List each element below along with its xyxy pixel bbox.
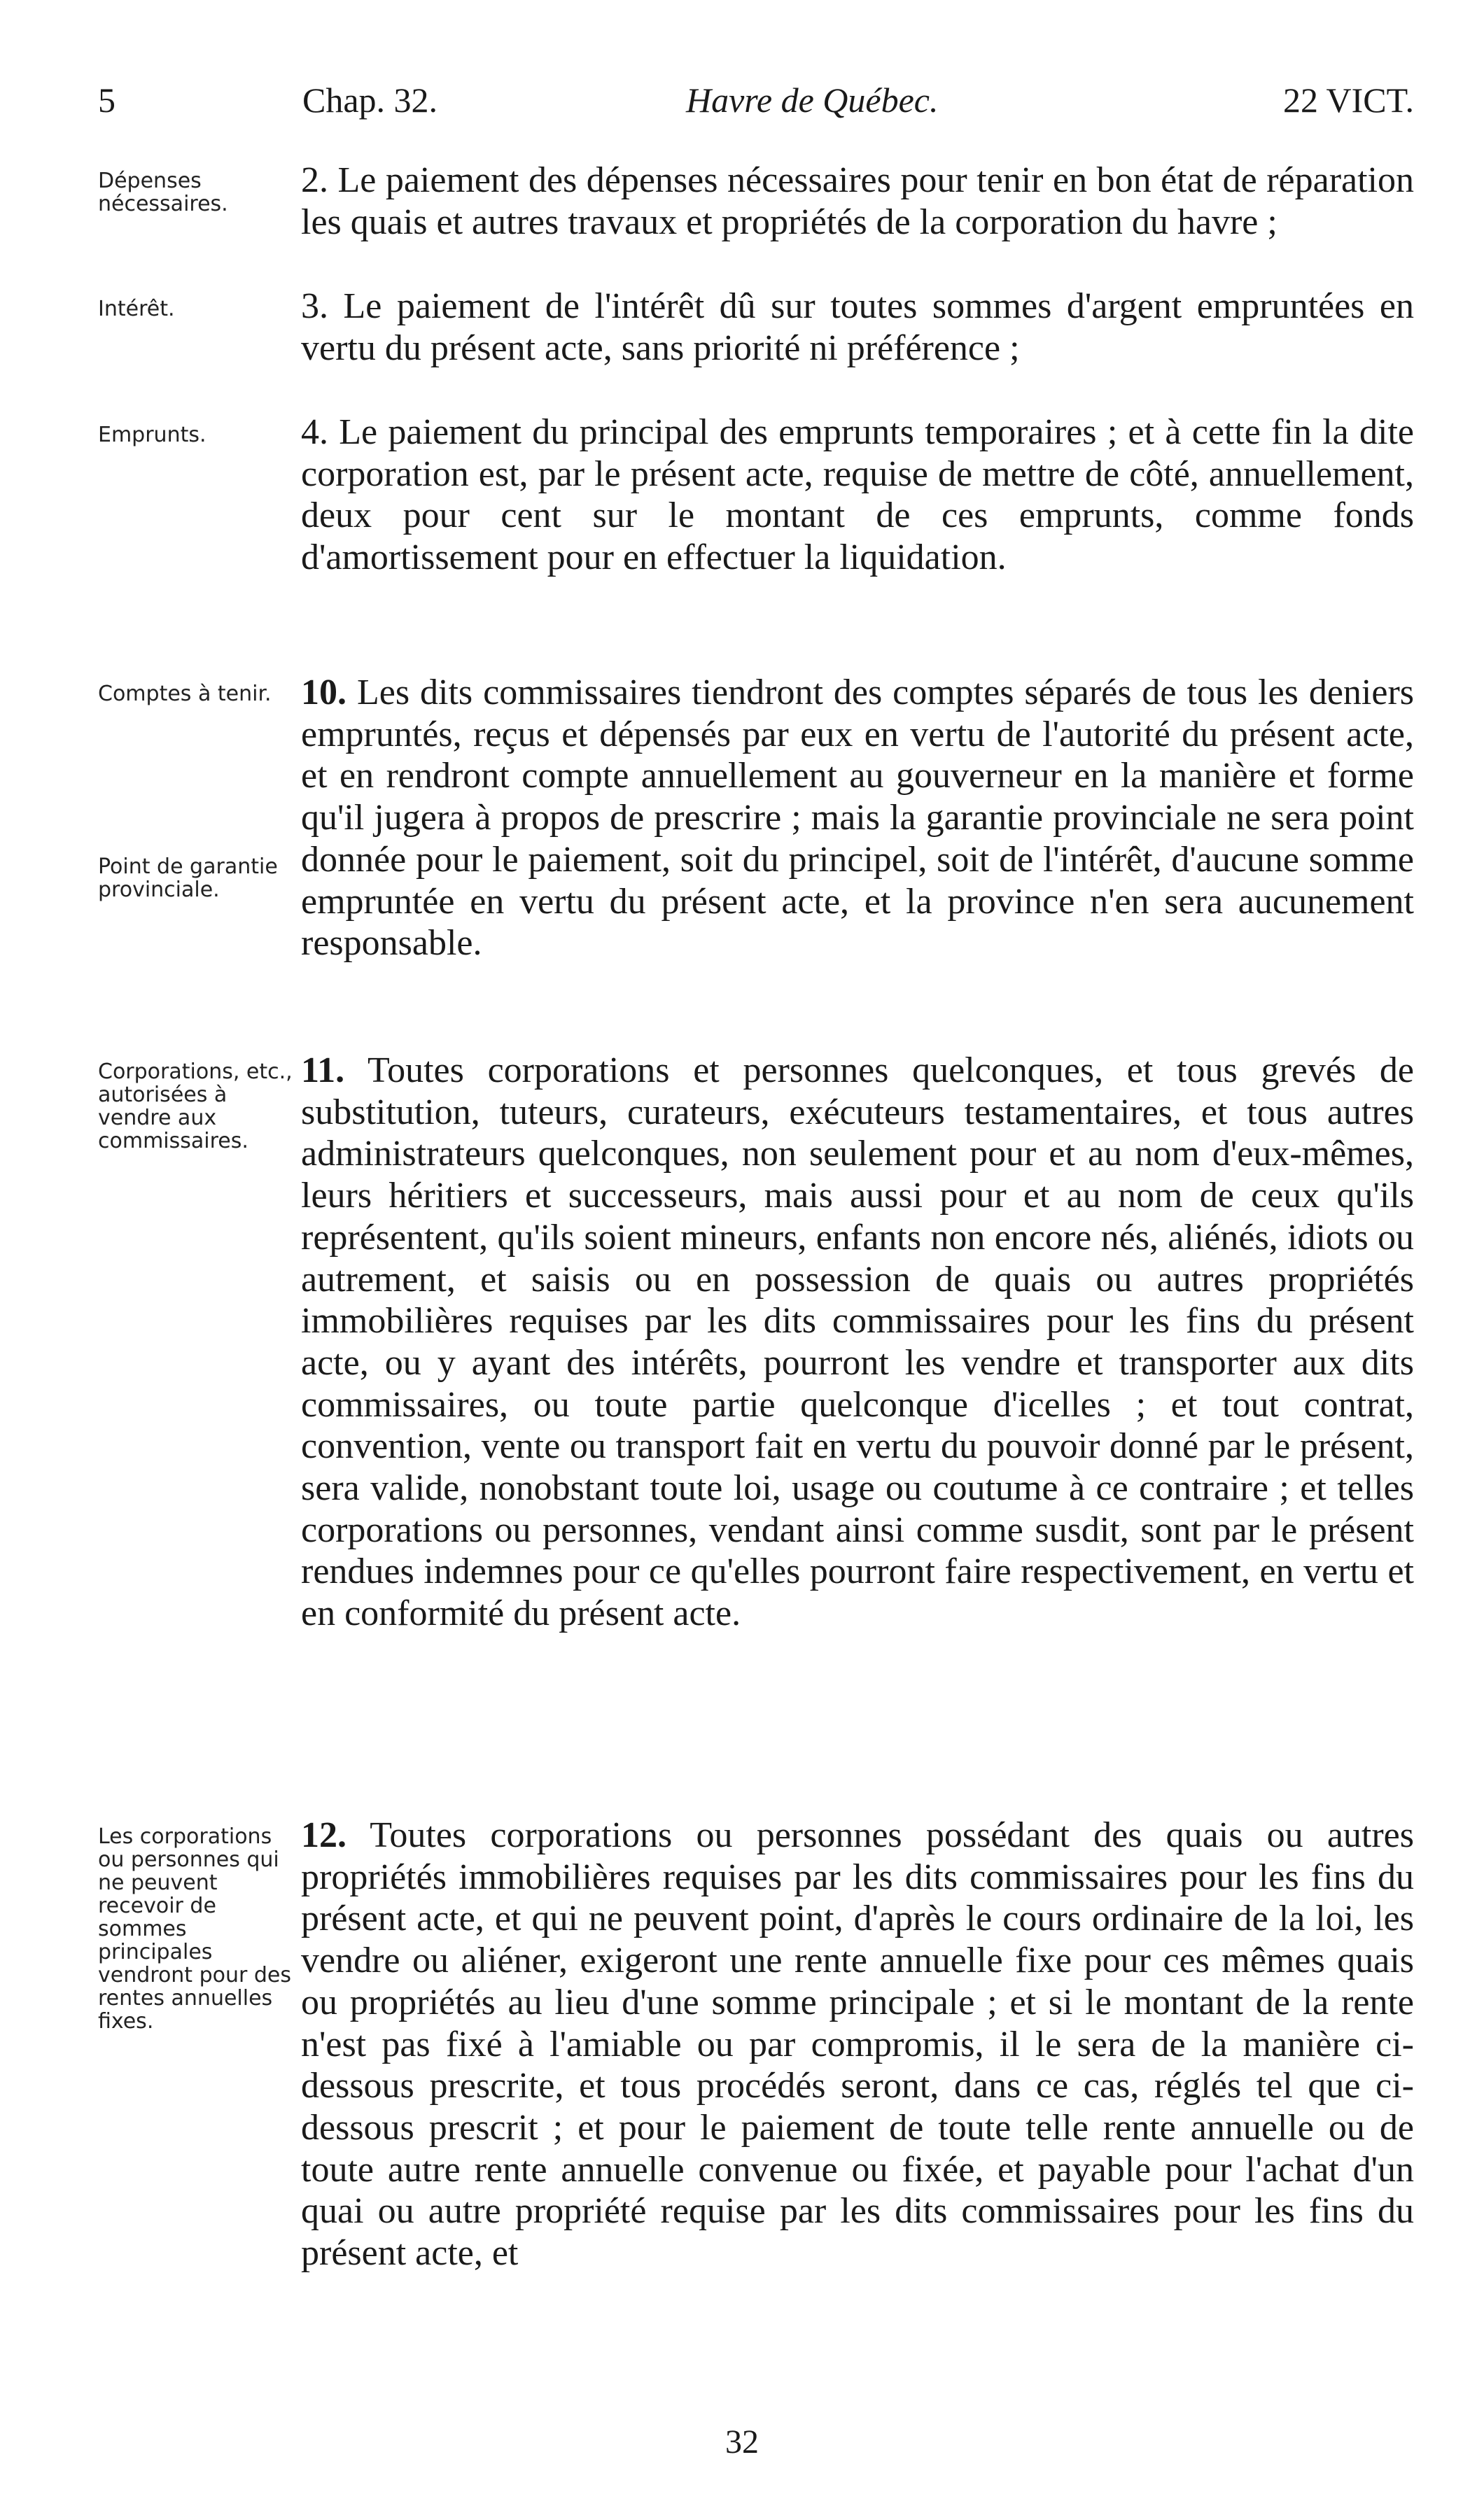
section-12 — [301, 1815, 1414, 2274]
section-11-number: 11. — [301, 1050, 345, 1090]
margin-note-rentes: Les corporations ou personnes qui ne peuvent recevoir de sommes principales vendront pour des rentes annuelles fixes. — [98, 1824, 292, 2034]
signature-mark: 32 — [725, 2423, 759, 2461]
margin-note-emprunts: Emprunts. — [98, 423, 206, 447]
margin-note-interet: Intérêt. — [98, 297, 175, 321]
section-11-text: Toutes corporations et personnes quelconques, et tous grevés de substitution, tuteurs, curateurs, exécuteurs testamentaires, et tous autres administrateurs quelconques, non seulement pour et au nom d'eux-mêmes, leurs héritiers et successeurs, mais aussi pour et au nom de ceux qu'ils représentent, qu'ils soient mineurs, enfants non encore nés, aliénés, idiots ou autrement, et saisis ou en possession de quais ou autres propriétés immobilières requises par les dits commissaires pour les fins du présent acte, ou y ayant des intérêts, pourront les vendre et transporter aux dits commissaires, ou toute partie quelconque d'icelles ; et tout contrat, convention, vente ou transport fait en vertu du pouvoir donné par le présent, sera valide, nonobstant toute loi, usage ou coutume à ce contraire ; et telles corporations ou personnes, vendant ainsi comme susdit, sont par le présent rendues indemnes pour ce qu'elles pourront faire respectivement, en vertu et en conformité du présent acte. — [301, 1050, 1414, 1634]
margin-note-depenses: Dépenses nécessaires. — [98, 169, 228, 216]
section-12-text: Toutes corporations ou personnes possédant des quais ou autres propriétés immobilières requises par les dits commissaires pour les fins du présent acte, et qui ne peuvent point, d'après le cours ordinaire de la loi, les vendre ou aliéner, exigeront une rente annuelle fixe pour ces mêmes quais ou propriétés au lieu d'une somme principale ; et si le montant de la rente n'est pas fixé à l'amiable ou par compromis, il le sera de la manière ci-dessous prescrite, et tous procédés seront, dans ce cas, réglés tel que ci-dessous prescrit ; et pour le paiement de toute telle rente annuelle ou de toute autre rente annuelle convenue ou fixée, et payable pour l'achat d'un quai ou autre propriété requise par les dits commissaires pour les fins du présent acte, et — [301, 1815, 1414, 2274]
margin-note-comptes: Comptes à tenir. — [98, 682, 272, 706]
running-header — [98, 76, 1414, 125]
clause-4: 4. Le paiement du principal des emprunts temporaires ; et à cette fin la dite corporation est, par le présent acte, requise de mettre de côté, annuellement, deux pour cent sur le montant de ces emprunts, comme fonds d'amortissement pour en effectuer la liquidation. — [301, 412, 1414, 578]
header-reign: 22 VICT. — [1282, 80, 1414, 120]
margin-note-corporations: Corporations, etc., autorisées à vendre aux commissaires. — [98, 1060, 293, 1153]
margin-note-garantie: Point de garantie provinciale. — [98, 854, 278, 902]
header-chapter: Chap. 32. — [302, 80, 438, 120]
section-10-text: Les dits commissaires tiendront des comptes séparés de tous les deniers empruntés, reçus et dépensés par eux en vertu de l'autorité du présent acte, et en rendront compte annuellement au gouverneur en la manière et forme qu'il jugera à propos de prescrire ; mais la garantie provinciale ne sera point donnée pour le paiement, soit du principel, soit de l'intérêt, d'aucune somme empruntée en vertu du présent acte, et la province n'en sera aucunement responsable. — [301, 673, 1415, 964]
section-11 — [301, 1050, 1414, 1635]
clause-2: 2. Le paiement des dépenses nécessaires pour tenir en bon état de réparation les quais et autres travaux et propriétés de la corporation du havre ; — [301, 160, 1414, 242]
section-12-number: 12. — [301, 1815, 346, 1855]
section-10 — [301, 672, 1414, 964]
clause-3: 3. Le paiement de l'intérêt dû sur toutes sommes d'argent empruntées en vertu du présent acte, sans priorité ni préférence ; — [301, 286, 1414, 368]
header-page-number: 5 — [98, 80, 115, 120]
section-10-number: 10. — [301, 673, 346, 712]
header-title: Havre de Québec. — [686, 80, 939, 120]
